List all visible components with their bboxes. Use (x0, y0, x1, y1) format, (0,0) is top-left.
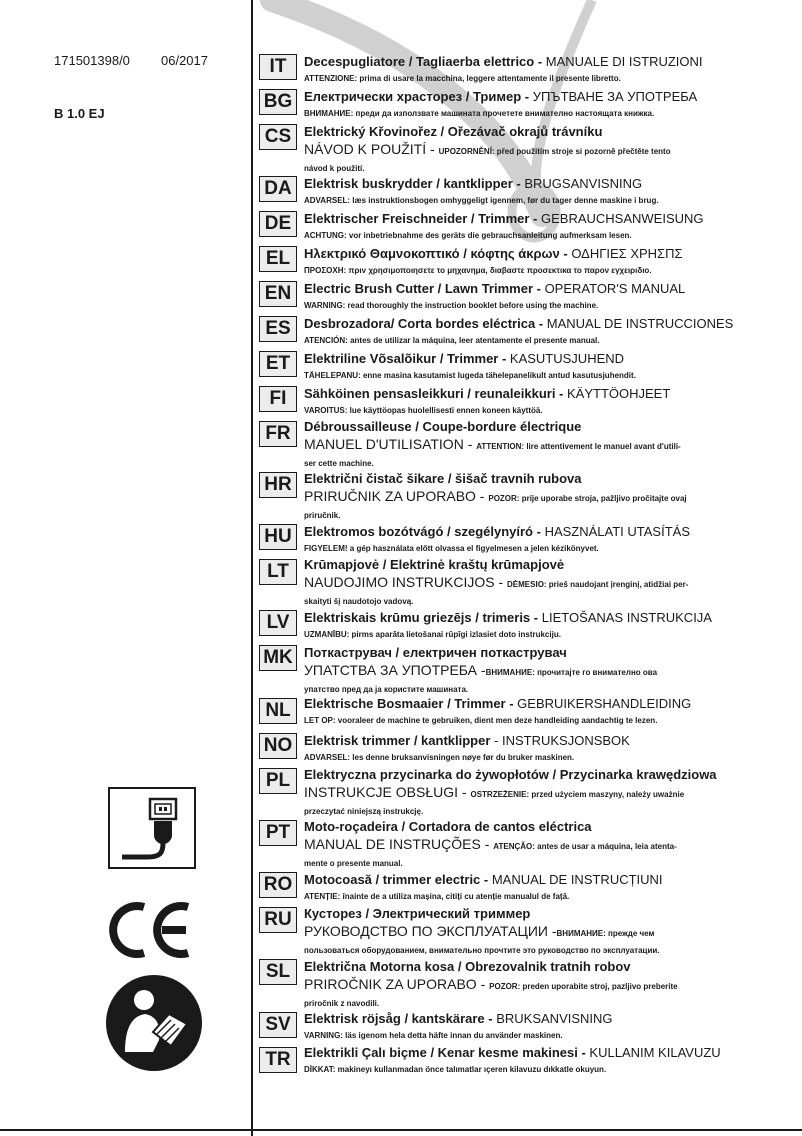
manual-el: ΟΔΗΓΙΕΣ ΧΡΗΣΠΣ (571, 246, 683, 261)
manual-lv: LIETOŠANAS INSTRUKCIJA (541, 610, 712, 625)
lang-badge-et: ET (259, 351, 297, 377)
title-ro: Motocoasă / trimmer electric - (304, 872, 492, 887)
title-pl: Elektryczna przycinarka do żywopłotów / Przycinarka krawędziowa (304, 767, 717, 782)
lang-badge-nl: NL (259, 698, 297, 724)
warning-sv: VARNING: läs igenom hela detta häfte innan du använder maskinen. (304, 1031, 563, 1040)
ce-mark (108, 897, 196, 963)
warning-sl: priročnik z navodili. (304, 999, 380, 1008)
lang-badge-pl: PL (259, 768, 297, 794)
lang-badge-es: ES (259, 316, 297, 342)
title-cs: Elektrický Křovinořez / Ořezávač okrajů trávníku (304, 124, 603, 139)
title-no: Elektrisk trimmer / kantklipper (304, 733, 495, 748)
warning-fr: ser cette machine. (304, 459, 374, 468)
manual-sv: BRUKSANVISNING (496, 1011, 613, 1026)
lang-badge-it: IT (259, 54, 297, 80)
manual-no: - INSTRUKSJONSBOK (494, 733, 630, 748)
lang-badge-ro: RO (259, 872, 297, 898)
lang-entry-fi (304, 386, 744, 419)
lang-badge-no: NO (259, 733, 297, 759)
warning-hr: priručnik. (304, 511, 341, 520)
lang-entry-lv (304, 610, 744, 643)
warning-es: ATENCIÓN: antes de utilizar la máquina, leer atentamente el presente manual. (304, 336, 600, 345)
lang-badge-hu: HU (259, 524, 297, 550)
warning-inline-lt: DĖMESIO: prieš naudojant įrenginį, atidžiai per- (507, 580, 689, 589)
title-it: Decespugliatore / Tagliaerba elettrico - (304, 54, 546, 69)
lang-entry-it (304, 54, 744, 87)
title-tr: Elektrikli Çalı biçme / Kenar kesme makinesi - (304, 1045, 590, 1060)
lang-badge-sl: SL (259, 959, 297, 985)
read-manual-icon (105, 974, 203, 1072)
title-nl: Elektrische Bosmaaier / Trimmer - (304, 696, 518, 711)
warning-inline-hr: POZOR: prije uporabe stroja, pažljivo pročitajte ovaj (488, 494, 687, 503)
column-divider (251, 0, 253, 1136)
title-et: Elektriline Võsalõikur / Trimmer - (304, 351, 510, 366)
warning-inline-sl: POZOR: preden uporabite stroj, pazljivo preberite (489, 982, 678, 991)
manual-fi: KÄYTTÖOHJEET (567, 386, 671, 401)
document-date: 06/2017 (161, 53, 208, 68)
lang-entry-tr (304, 1045, 744, 1078)
lang-badge-sv: SV (259, 1012, 297, 1038)
lang-entry-pt (304, 819, 744, 872)
warning-et: TÄHELEPANU: enne masina kasutamist lugeda tähelepanelikult antud kasutusjuhendit. (304, 371, 636, 380)
lang-entry-et (304, 351, 744, 384)
lang-badge-cs: CS (259, 124, 297, 150)
lang-entry-hu (304, 524, 744, 557)
warning-inline-fr: ATTENTION: lire attentivement le manuel avant d'utili- (476, 442, 681, 451)
manual-da: BRUGSANVISNING (524, 176, 643, 191)
manual-lt: NAUDOJIMO INSTRUKCIJOS - (304, 574, 508, 590)
model-number: B 1.0 EJ (54, 106, 105, 121)
lang-badge-en: EN (259, 281, 297, 307)
manual-pt: MANUAL DE INSTRUÇÕES - (304, 836, 494, 852)
warning-tr: DİKKAT: makineyı kullanmadan önce talımatlar ıçeren kilavuzu dıkkatle okuyun. (304, 1065, 607, 1074)
title-el: Ηλεκτρικό Θαμνοκοπτικό / κόφτης άκρων - (304, 246, 572, 261)
manual-ro: MANUAL DE INSTRUCȚIUNI (491, 872, 663, 887)
warning-mk: упатство пред да ја користите машината. (304, 685, 469, 694)
manual-tr: KULLANIM KILAVUZU (589, 1045, 721, 1060)
warning-no: ADVARSEL: les denne bruksanvisningen nøye før du bruker maskinen. (304, 753, 575, 762)
warning-cs: návod k použití. (304, 164, 365, 173)
manual-mk: УПАТСТВА ЗА УПОТРЕБА - (304, 662, 486, 678)
lang-entry-ru (304, 906, 744, 959)
lang-entry-nl (304, 696, 744, 729)
lang-badge-da: DA (259, 176, 297, 202)
warning-fi: VAROITUS: lue käyttöopas huolellisesti ennen koneen käyttöä. (304, 406, 543, 415)
title-mk: Поткаструвач / електричен поткаструвач (304, 645, 567, 660)
lang-entry-es (304, 316, 744, 349)
manual-pl: INSTRUKCJE OBSŁUGI - (304, 784, 471, 800)
title-lv: Elektriskais krūmu griezējs / trimeris - (304, 610, 542, 625)
document-number: 171501398/0 (54, 53, 130, 68)
manual-it: MANUALE DI ISTRUZIONI (545, 54, 703, 69)
lang-badge-lt: LT (259, 559, 297, 585)
warning-ro: ATENȚIE: înainte de a utiliza mașina, citiți cu atenție manualul de față. (304, 892, 570, 901)
title-es: Desbrozadora/ Corta bordes eléctrica - (304, 316, 547, 331)
warning-inline-mk: ВНИМАНИЕ: прочитајте го внимателно ова (485, 668, 658, 677)
manual-et: KASUTUSJUHEND (509, 351, 625, 366)
lang-badge-pt: PT (259, 820, 297, 846)
lang-entry-bg (304, 89, 744, 122)
title-de: Elektrischer Freischneider / Trimmer - (304, 211, 541, 226)
warning-inline-ru: ВНИМАНИЕ: прежде чем (556, 929, 655, 938)
warning-en: WARNING: read thoroughly the instruction booklet before using the machine. (304, 301, 599, 310)
title-sv: Elektrisk röjsåg / kantskärare - (304, 1011, 497, 1026)
lang-entry-ro (304, 872, 744, 905)
manual-ru: РУКОВОДСТВО ПО ЭКСПЛУАТАЦИИ - (304, 923, 557, 939)
lang-entry-no (304, 733, 744, 766)
warning-de: ACHTUNG: vor inbetriebnahme des geräts die gebrauchsanleitung aufmerksam lesen. (304, 231, 632, 240)
manual-es: MANUAL DE INSTRUCCIONES (546, 316, 734, 331)
title-bg: Електрически храсторез / Тример - (304, 89, 533, 104)
lang-entry-lt (304, 557, 744, 610)
warning-nl: LET OP: vooraleer de machine te gebruiken, dient men deze handleiding aandachtig te lezen. (304, 716, 658, 725)
lang-badge-bg: BG (259, 89, 297, 115)
lang-badge-lv: LV (259, 610, 297, 636)
warning-el: ΠΡΟΣΟΧΗ: πριν χρησιμοποιησετε το μηχανημα, διαβαστε προσεκτικα το παρον εγχειριδιο. (304, 266, 652, 275)
title-en: Electric Brush Cutter / Lawn Trimmer - (304, 281, 545, 296)
lang-entry-mk (304, 645, 744, 698)
lang-badge-fi: FI (259, 386, 297, 412)
warning-inline-pt: ATENÇÃO: antes de usar a máquina, leia atenta- (493, 842, 677, 851)
lang-entry-el (304, 246, 744, 279)
manual-fr: MANUEL D'UTILISATION - (304, 436, 477, 452)
title-lt: Krūmapjovė / Elektrinė kraštų krūmapjovė (304, 557, 565, 572)
warning-lt: skaityti šį naudotojo vadovą. (304, 597, 414, 606)
lang-entry-en (304, 281, 744, 314)
manual-sl: PRIROČNIK ZA UPORABO - (304, 976, 490, 992)
lang-entry-fr (304, 419, 744, 472)
lang-entry-hr (304, 471, 744, 524)
warning-da: ADVARSEL: læs instruktionsbogen omhyggeligt igennem, før du tager denne maskine i brug. (304, 196, 659, 205)
bottom-rule (0, 1129, 802, 1131)
manual-cs: NÁVOD K POUŽITÍ - (304, 141, 439, 157)
lang-badge-de: DE (259, 211, 297, 237)
lang-badge-ru: RU (259, 907, 297, 933)
lang-entry-sl (304, 959, 744, 1012)
plug-icon (108, 787, 196, 869)
lang-entry-da (304, 176, 744, 209)
warning-inline-pl: OSTRZEŻENIE: przed użyciem maszyny, należy uważnie (470, 790, 685, 799)
lang-badge-tr: TR (259, 1047, 297, 1073)
lang-entry-sv (304, 1011, 744, 1044)
title-fr: Débroussailleuse / Coupe-bordure électrique (304, 419, 582, 434)
warning-inline-cs: UPOZORNĚNÍ: před použitím stroje si pozorně přečtěte tento (438, 147, 671, 156)
lang-entry-de (304, 211, 744, 244)
warning-ru: пользоваться оборудованием, внимательно прочтите это руководство по эксплуатации. (304, 946, 660, 955)
title-sl: Električna Motorna kosa / Obrezovalnik tratnih robov (304, 959, 631, 974)
manual-hr: PRIRUČNIK ZA UPORABO - (304, 488, 489, 504)
warning-bg: ВНИМАНИЕ: преди да използвате машината прочетете внимателно настоящата книжка. (304, 109, 655, 118)
manual-en: OPERATOR'S MANUAL (544, 281, 686, 296)
manual-nl: GEBRUIKERSHANDLEIDING (517, 696, 692, 711)
title-hr: Električni čistač šikare / šišač travnih rubova (304, 471, 582, 486)
title-fi: Sähköinen pensasleikkuri / reunaleikkuri - (304, 386, 567, 401)
warning-it: ATTENZIONE: prima di usare la macchina, leggere attentamente il presente libretto. (304, 74, 621, 83)
title-ru: Кусторез / Электрический триммер (304, 906, 531, 921)
warning-pl: przeczytać niniejszą instrukcję. (304, 807, 424, 816)
manual-hu: HASZNÁLATI UTASÍTÁS (544, 524, 690, 539)
title-pt: Moto-roçadeira / Cortadora de cantos eléctrica (304, 819, 592, 834)
warning-lv: UZMANĪBU: pirms aparāta lietošanai rūpīgi izlasiet doto instrukciju. (304, 630, 561, 639)
title-hu: Elektromos bozótvágó / szegélynyíró - (304, 524, 545, 539)
title-da: Elektrisk buskrydder / kantklipper - (304, 176, 525, 191)
manual-bg: УПЪТВАНЕ ЗА УПОТРЕБА (532, 89, 698, 104)
lang-badge-mk: MK (259, 645, 297, 671)
warning-pt: mente o presente manual. (304, 859, 403, 868)
lang-badge-hr: HR (259, 472, 297, 498)
manual-de: GEBRAUCHSANWEISUNG (541, 211, 704, 226)
lang-badge-fr: FR (259, 421, 297, 447)
lang-entry-cs (304, 124, 744, 177)
warning-hu: FIGYELEM! a gép használata előtt olvassa el figyelmesen a jelen kézikönyvet. (304, 544, 599, 553)
lang-badge-el: EL (259, 246, 297, 272)
lang-entry-pl (304, 767, 744, 820)
